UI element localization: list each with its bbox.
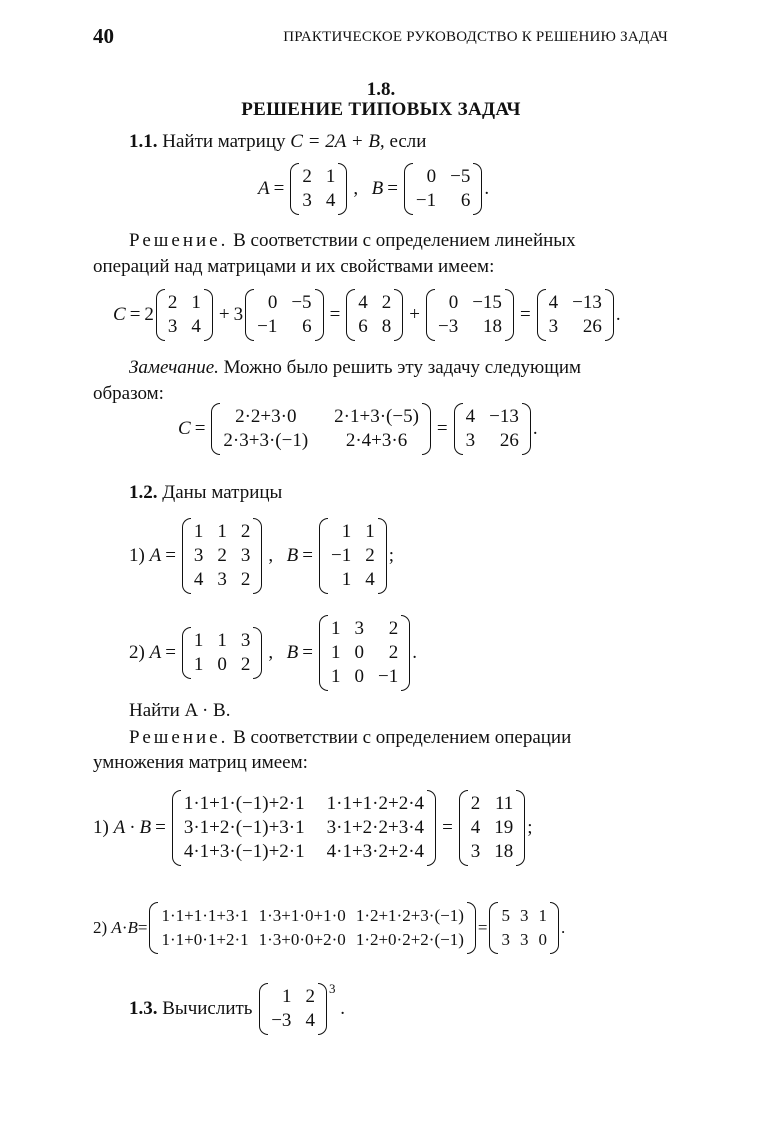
matrix-cell: 3 [470,841,481,862]
matrix-cell: −5 [291,292,312,313]
matrix-cell: 2·4+3·6 [345,430,408,451]
matrix-cell: 3 [501,930,510,949]
problem-1-3-statement: 1.3. Вычислить 1 2 −3 4 3 . [129,983,345,1035]
matrix-cell: 3 [193,545,204,566]
matrix-grid [190,518,255,594]
section-title: РЕШЕНИЕ ТИПОВЫХ ЗАДАЧ [241,99,521,120]
matrix-cell: 4 [358,292,368,313]
matrix-cell: 3 [519,906,529,925]
matrix-cell: 3 [240,630,251,651]
matrix-cell: 3 [240,545,251,566]
matrix-cell: 2 [167,292,178,313]
matrix-cell: 3 [354,618,364,639]
matrix-cell: 1 [341,521,352,542]
matrix-cell: −15 [472,292,502,313]
solution-1-1-equation: C = 2 2 1 3 4 + 3 0 −5 −1 6 = 4 2 6 8 + 0 −15 −3 18 = 4 −13 3 26 . [113,289,621,341]
matrix-cell: 3·1+2·2+3·4 [326,817,425,838]
matrix-cell: 2 [240,654,251,675]
matrix-cell: 2 [302,166,312,187]
matrix-cell: 1 [193,521,204,542]
solution-1-2-result2: 2) A · B = 1·1+1·1+3·1 1·3+1·0+1·0 1·2+1·2+3·(−1) 1·1+0·1+2·1 1·3+0·0+2·0 1·2+0·2+2·(−1) = 5 3 1 3 3 0 . [93,902,565,954]
matrix-cell: 1 [217,630,227,651]
matrix-cell: 2 [240,521,251,542]
matrix-cell: 3 [465,430,476,451]
matrix-a [290,163,347,215]
matrix-cell: −1 [377,666,399,687]
matrix-cell: 1 [325,166,336,187]
matrix-cell: 26 [582,316,602,337]
matrix-cell: −3 [438,316,459,337]
matrix-cell: 0 [217,654,227,675]
matrix-cell: 2 [388,618,399,639]
matrix-cell: 4 [305,1010,315,1031]
matrix-grid [545,289,606,341]
matrix-cell: 1·1+0·1+2·1 [161,930,249,949]
matrix-cell: 1 [330,666,341,687]
matrix-cell: 2 [470,793,481,814]
matrix-cell: 0 [426,166,437,187]
matrix-cell: 0 [267,292,278,313]
problem-1-2-statement: 1.2. Даны матрицы [129,482,283,503]
matrix-grid [157,902,467,954]
matrix-cell: −13 [572,292,602,313]
matrix-cell: 4 [325,190,336,211]
matrix-cell: 2 [365,545,375,566]
matrix-cell: 2 [381,292,392,313]
matrix-cell: 2·2+3·0 [235,406,297,427]
solution-1-2-result1: 1) A · B = 1·1+1·(−1)+2·1 1·1+1·2+2·4 3·1+2·(−1)+3·1 3·1+2·2+3·4 4·1+3·(−1)+2·1 4·1+3·2+2·4 = 2 11 4 19 3 18 ; [93,790,533,866]
matrix-cell: 4·1+3·(−1)+2·1 [183,841,305,862]
matrix-cell: −1 [257,316,278,337]
matrix-cell: 4·1+3·2+2·4 [326,841,425,862]
matrix-grid [253,289,315,341]
matrix-grid [497,902,551,954]
matrix-grid [327,518,379,594]
matrix-grid [164,289,205,341]
matrix-cell: −3 [271,1010,292,1031]
matrix-cell: 2 [305,986,315,1007]
matrix-cell: 1 [193,654,204,675]
matrix-cell: 0 [354,666,364,687]
matrix-cell: 1 [281,986,292,1007]
remark-line1: Замечание. Можно было решить эту задачу следующим [129,357,582,378]
section-number: 1.8. [366,79,396,100]
matrix-cell: −1 [415,190,437,211]
matrix-cell: 4 [465,406,476,427]
matrix-grid [219,403,423,455]
problem-1-2-find: Найти A · B. [129,700,231,721]
matrix-grid [327,615,402,691]
matrix-cell: 18 [494,841,514,862]
matrix-grid [462,403,523,455]
matrix-cell: 8 [381,316,392,337]
matrix-cell: 1 [330,642,341,663]
matrix-cell: 11 [494,793,514,814]
matrix-cell: 19 [494,817,514,838]
matrix-cell: 1·3+1·0+1·0 [258,906,346,925]
matrix-grid [298,163,339,215]
matrix-cell: 4 [193,569,204,590]
matrix-cell: 1·1+1·(−1)+2·1 [183,793,305,814]
matrix-cell: 1 [341,569,352,590]
matrix-grid [412,163,474,215]
matrix-cell: 4 [548,292,559,313]
solution-1-2-line2: умножения матриц имеем: [93,752,308,773]
matrix-cell: 0 [448,292,459,313]
matrix-cell: 0 [538,930,547,949]
remark-line2: образом: [93,383,164,404]
matrix-cell: 1·3+0·0+2·0 [258,930,346,949]
matrix-cell: 2 [240,569,251,590]
matrix-cell: 3 [302,190,312,211]
matrix-grid [434,289,506,341]
running-title: ПРАКТИЧЕСКОЕ РУКОВОДСТВО К РЕШЕНИЮ ЗАДАЧ [283,29,668,45]
problem-1-1-matrices: A = 2 1 3 4 , B = 0 −5 −1 6 . [258,163,489,215]
matrix-cell: 3 [548,316,559,337]
matrix-b [404,163,482,215]
problem-1-1-statement: 1.1. Найти матрицу C = 2A + B, если [129,131,427,152]
solution-1-2-line1: Решение. В соответствии с определением операции [129,727,572,748]
solution-1-1-line2: операций над матрицами и их свойствами имеем: [93,256,495,277]
solution-1-1-line1: Решение. В соответствии с определением линейных [129,230,576,251]
matrix-cell: 1·1+1·1+3·1 [161,906,249,925]
matrix-grid [354,289,395,341]
matrix-cell: −13 [489,406,519,427]
matrix-cell: 3 [519,930,529,949]
matrix-cell: 0 [354,642,364,663]
matrix-cell: 6 [460,190,471,211]
matrix-cell: 3 [217,569,227,590]
matrix-cell: 6 [358,316,368,337]
matrix-cell: 4 [191,316,201,337]
matrix-cell: 1 [217,521,227,542]
matrix-cell: 26 [499,430,519,451]
matrix-grid [180,790,428,866]
matrix-cell: 1·2+1·2+3·(−1) [355,906,464,925]
matrix-cell: 1 [330,618,341,639]
matrix-cell: 2 [388,642,399,663]
matrix-cell: 1 [193,630,204,651]
matrix-cell: 2 [217,545,227,566]
matrix-cell: 6 [302,316,312,337]
matrix-cell: 4 [365,569,375,590]
matrix-cell: 1·2+0·2+2·(−1) [355,930,464,949]
matrix-cell: 18 [482,316,502,337]
page-number: 40 [93,24,114,48]
matrix-grid [267,983,319,1035]
matrix-cell: 2·3+3·(−1) [223,430,309,451]
problem-1-2-case2: 2) A = 1 1 3 1 0 2 , B = 1 3 2 1 0 2 1 0 −1 . [129,615,417,691]
matrix-cell: 4 [470,817,481,838]
matrix-cell: 3 [167,316,178,337]
matrix-cell: −1 [330,545,352,566]
matrix-cell: 5 [501,906,510,925]
matrix-cell: 1 [538,906,547,925]
matrix-cell: 1 [191,292,201,313]
matrix-cell: 2·1+3·(−5) [334,406,419,427]
matrix-grid [467,790,518,866]
matrix-cell: −5 [450,166,471,187]
problem-1-2-case1: 1) A = 1 1 2 3 2 3 4 3 2 , B = 1 1 −1 2 1 4 ; [129,518,394,594]
matrix-cell: 3·1+2·(−1)+3·1 [183,817,305,838]
matrix-grid [190,627,255,679]
remark-equation: C = 2·2+3·0 2·1+3·(−5) 2·3+3·(−1) 2·4+3·6 = 4 −13 3 26 . [178,403,538,455]
matrix-cell: 1·1+1·2+2·4 [326,793,425,814]
matrix-cell: 1 [365,521,375,542]
